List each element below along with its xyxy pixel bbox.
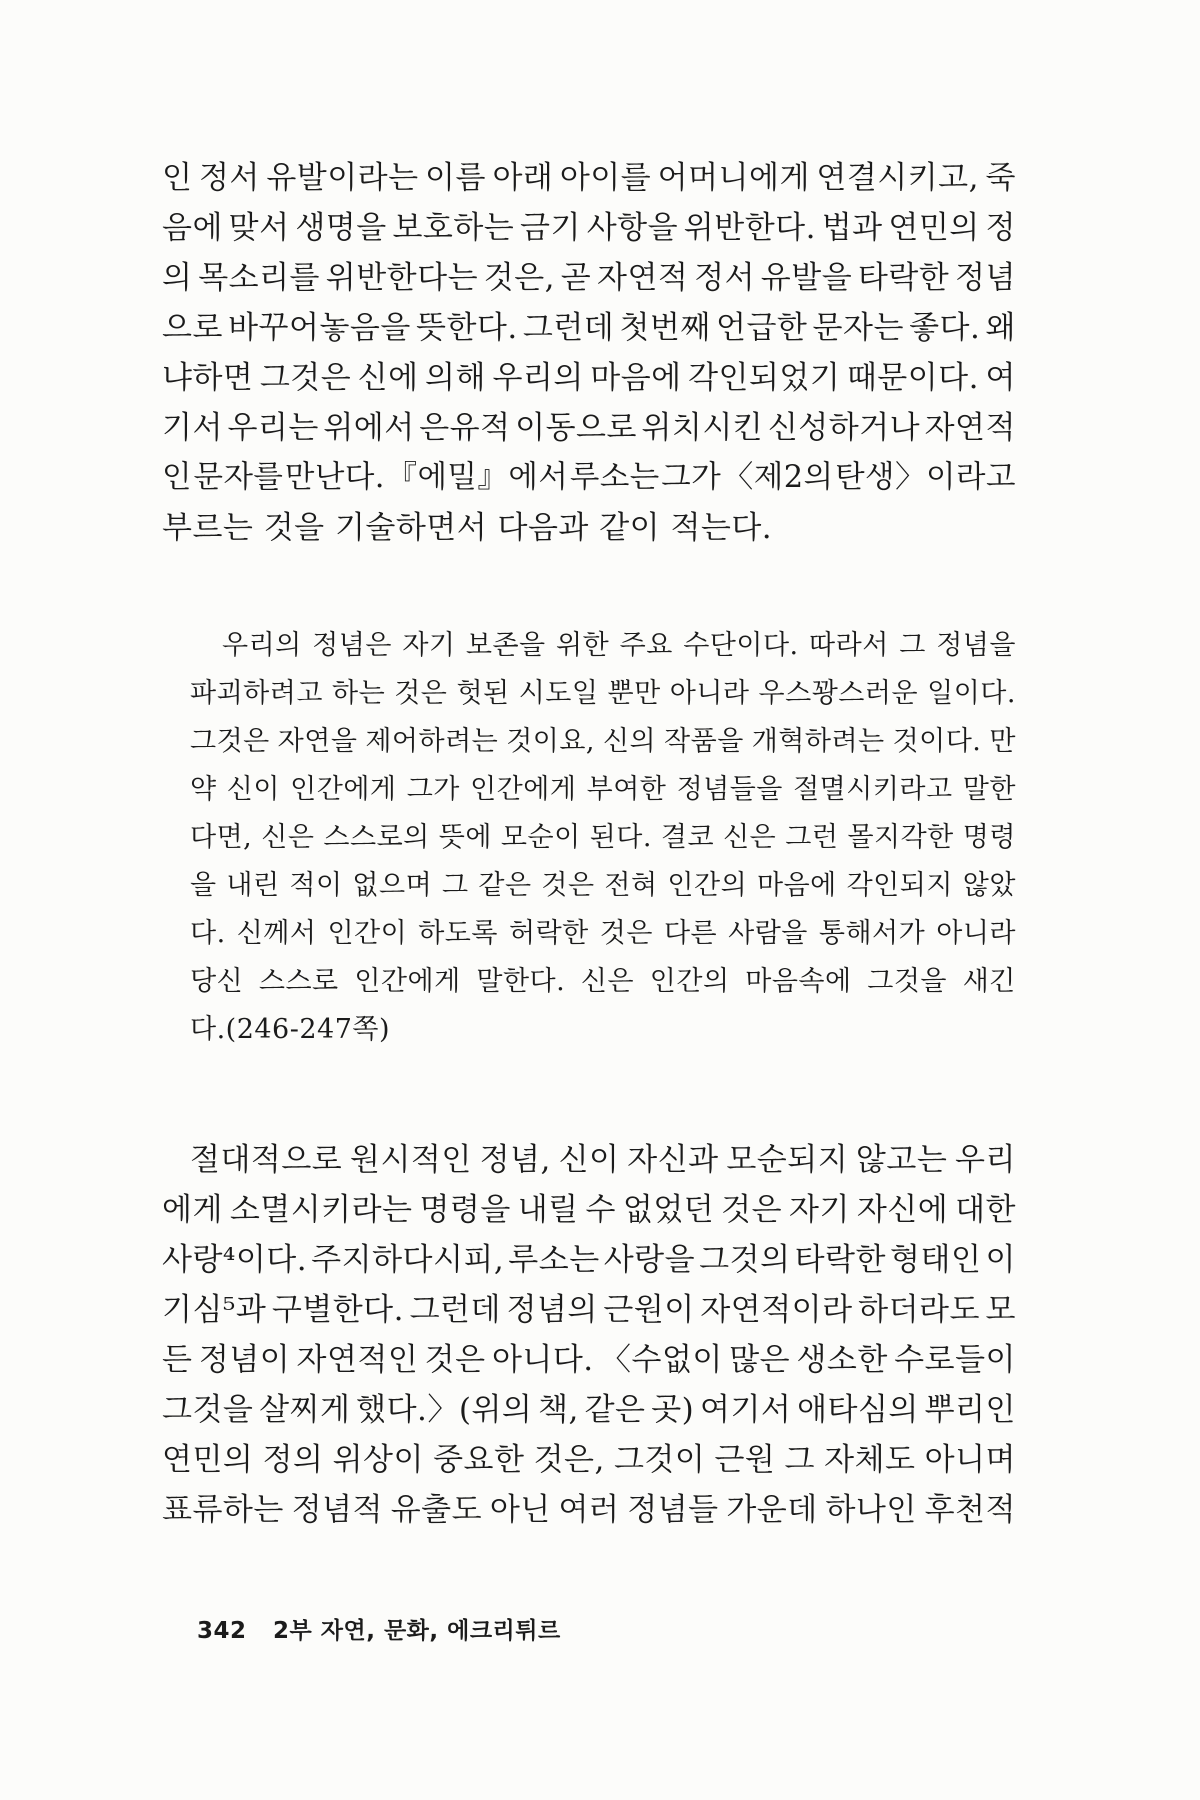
paragraph1-line: 냐하면 그것은 신에 의해 우리의 마음에 각인되었기 때문이다. 여	[162, 360, 1016, 396]
paragraph1-line: 부르는 것을 기술하면서 다음과 같이 적는다.	[162, 510, 773, 546]
paragraph1-line: 기서 우리는 위에서 은유적 이동으로 위치시킨 신성하거나 자연적	[162, 410, 1016, 446]
quote-line: 그것은 자연을 제어하려는 것이요, 신의 작품을 개혁하려는 것이다. 만	[190, 726, 1016, 757]
quote-line: 당신 스스로 인간에게 말한다. 신은 인간의 마음속에 그것을 새긴	[190, 966, 1016, 997]
paragraph2-line: 기심⁵과 구별한다. 그런데 정념의 근원이 자연적이라 하더라도 모	[162, 1292, 1016, 1328]
paragraph2-line: 절대적으로 원시적인 정념, 신이 자신과 모순되지 않고는 우리	[190, 1142, 1016, 1178]
quote-line: 우리의 정념은 자기 보존을 위한 주요 수단이다. 따라서 그 정념을	[222, 630, 1016, 661]
quote-line: 다.(246-247쪽)	[190, 1014, 391, 1045]
paragraph1-line: 음에 맞서 생명을 보호하는 금기 사항을 위반한다. 법과 연민의 정	[162, 210, 1016, 246]
paragraph2-line: 연민의 정의 위상이 중요한 것은, 그것이 근원 그 자체도 아니며	[162, 1442, 1016, 1478]
paragraph1-line: 으로 바꾸어놓음을 뜻한다. 그런데 첫번째 언급한 문자는 좋다. 왜	[162, 310, 1016, 346]
paragraph2-line: 표류하는 정념적 유출도 아닌 여러 정념들 가운데 하나인 후천적	[162, 1492, 1016, 1528]
page-number: 342	[197, 1618, 247, 1644]
page-footer	[197, 1612, 561, 1645]
paragraph1-line: 인 정서 유발이라는 이름 아래 아이를 어머니에게 연결시키고, 죽	[162, 160, 1016, 196]
paragraph2-line: 사랑⁴이다. 주지하다시피, 루소는 사랑을 그것의 타락한 형태인 이	[162, 1242, 1016, 1278]
running-title: 2부 자연, 문화, 에크리튀르	[273, 1618, 561, 1644]
paragraph2-line: 그것을 살찌게 했다.〉(위의 책, 같은 곳) 여기서 애타심의 뿌리인	[162, 1392, 1016, 1428]
quote-line: 다. 신께서 인간이 하도록 허락한 것은 다른 사람을 통해서가 아니라	[190, 918, 1016, 949]
quote-line: 파괴하려고 하는 것은 헛된 시도일 뿐만 아니라 우스꽝스러운 일이다.	[190, 678, 1016, 709]
paragraph1-line: 의 목소리를 위반한다는 것은, 곧 자연적 정서 유발을 타락한 정념	[162, 260, 1016, 296]
quote-line: 약 신이 인간에게 그가 인간에게 부여한 정념들을 절멸시키라고 말한	[190, 774, 1016, 805]
quote-line: 다면, 신은 스스로의 뜻에 모순이 된다. 결코 신은 그런 몰지각한 명령	[190, 822, 1016, 853]
paragraph2-line: 에게 소멸시키라는 명령을 내릴 수 없었던 것은 자기 자신에 대한	[162, 1192, 1016, 1228]
paragraph1-line: 인 문자를 만난다. 『에밀』에서 루소는 그가 〈제2의 탄생〉이라고	[162, 460, 1016, 495]
quote-line: 을 내린 적이 없으며 그 같은 것은 전혀 인간의 마음에 각인되지 않았	[190, 870, 1016, 901]
paragraph2-line: 든 정념이 자연적인 것은 아니다. 〈수없이 많은 생소한 수로들이	[162, 1342, 1016, 1378]
